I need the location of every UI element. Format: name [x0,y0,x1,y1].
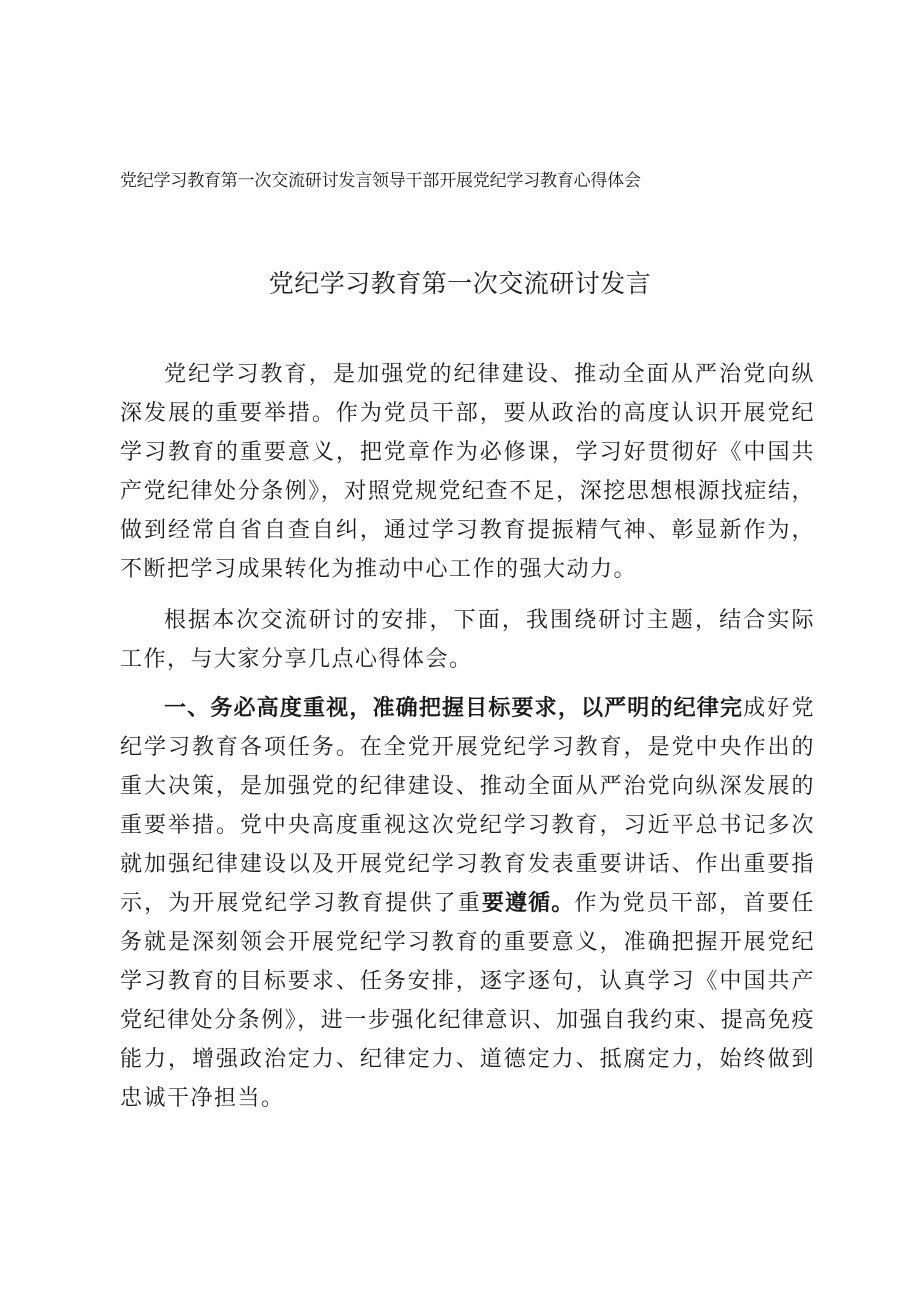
section-one-heading: 一、务必高度重视，准确把握目标要求，以严明的纪律完 [164,696,744,721]
document-body [120,355,815,1118]
section-one-text-part2: 作为党员干部，首要任务就是深刻领会开展党纪学习教育的重要意义，准确把握开展党纪学习教育的目标要求、任务安排，逐字逐句，认真学习《中国共产党纪律处分条例》，进一步强化纪律意识、加强自我约束、提高免疫能力，增强政治定力、纪律定力、道德定力、抵腐定力，始终做到忠诚干净担当。 [120,891,815,1111]
section-one-emphasis: 要遵循。 [481,891,575,916]
document-title: 党纪学习教育第一次交流研讨发言 [268,269,652,298]
document-header-line: 党纪学习教育第一次交流研讨发言领导干部开展党纪学习教育心得体会 [120,171,641,191]
section-one-text-part1: 成好党纪学习教育各项任务。在全党开展党纪学习教育，是党中央作出的重大决策，是加强党的纪律建设、推动全面从严治党向纵深发展的重要举措。党中央高度重视这次党纪学习教育，习近平总书记多次就加强纪律建设以及开展党纪学习教育发表重要讲话、作出重要指示，为开展党纪学习教育提供了重 [120,696,815,916]
paragraph-arrangement: 根据本次交流研讨的安排，下面，我围绕研讨主题，结合实际工作，与大家分享几点心得体会。 [120,608,815,672]
paragraph-intro: 党纪学习教育，是加强党的纪律建设、推动全面从严治党向纵深发展的重要举措。作为党员干部，要从政治的高度认识开展党纪学习教育的重要意义，把党章作为必修课，学习好贯彻好《中国共产党纪律处分条例》，对照党规党纪查不足，深挖思想根源找症结，做到经常自省自查自纠，通过学习教育提振精气神、彰显新作为，不断把学习成果转化为推动中心工作的强大动力。 [120,362,815,582]
paragraph-section-one [120,689,815,1118]
